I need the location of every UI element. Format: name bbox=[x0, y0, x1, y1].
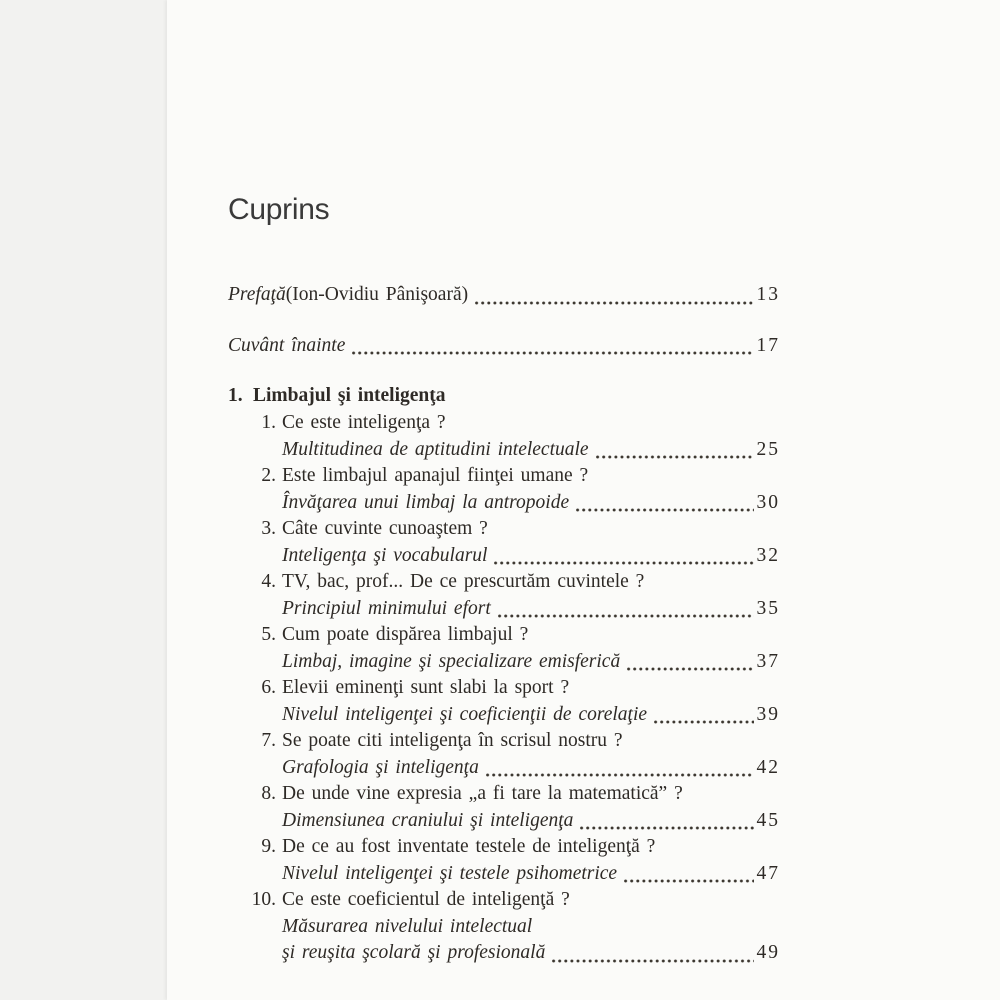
entry-subtitle: Grafologia şi inteligenţa bbox=[282, 756, 479, 778]
entry-number: 3. bbox=[261, 518, 276, 539]
page-number: 49 bbox=[756, 942, 780, 963]
entry-number: 10. bbox=[251, 889, 276, 910]
entry-number: 7. bbox=[261, 730, 276, 751]
page-number: 13 bbox=[756, 284, 780, 305]
entry-subtitle-continued: şi reuşita şcolară şi profesională bbox=[282, 942, 546, 963]
page-number: 45 bbox=[756, 809, 780, 831]
entry-question: De ce au fost inventate testele de inteligenţă ? bbox=[282, 836, 656, 857]
entry-number: 1. bbox=[261, 412, 276, 433]
dot-leader bbox=[475, 301, 753, 305]
page-number: 47 bbox=[756, 862, 780, 884]
dot-leader bbox=[580, 826, 753, 830]
dot-leader bbox=[498, 614, 754, 618]
entry-number: 2. bbox=[261, 465, 276, 486]
entry-question: Elevii eminenţi sunt slabi la sport ? bbox=[282, 677, 570, 698]
page-number: 39 bbox=[756, 703, 780, 725]
dot-leader bbox=[486, 773, 754, 777]
toc-entry bbox=[228, 834, 778, 887]
dot-leader bbox=[627, 667, 753, 671]
entry-number: 6. bbox=[261, 677, 276, 698]
toc-entry bbox=[228, 887, 778, 967]
page-number: 30 bbox=[756, 491, 780, 513]
chapter-title: Limbajul şi inteligenţa bbox=[253, 385, 446, 406]
entry-question: Ce este coeficientul de inteligenţă ? bbox=[282, 889, 570, 910]
dot-leader bbox=[352, 351, 753, 355]
toc-entry bbox=[228, 569, 778, 622]
toc-entry bbox=[228, 781, 778, 834]
chapter-number: 1. bbox=[228, 385, 243, 406]
dot-leader bbox=[596, 455, 754, 459]
entry-subtitle: Dimensiunea craniului şi inteligenţa bbox=[282, 809, 574, 831]
entry-question: Este limbajul apanajul fiinţei umane ? bbox=[282, 465, 589, 486]
entry-question: Câte cuvinte cunoaştem ? bbox=[282, 518, 488, 539]
dot-leader bbox=[576, 508, 753, 512]
dot-leader bbox=[654, 720, 753, 724]
toc-entry bbox=[228, 622, 778, 675]
page-number: 25 bbox=[756, 438, 780, 460]
entry-number: 5. bbox=[261, 624, 276, 645]
toc-entry bbox=[228, 675, 778, 728]
entry-subtitle: Principiul minimului efort bbox=[282, 597, 491, 619]
entry-question: De unde vine expresia „a fi tare la matematică” ? bbox=[282, 783, 683, 804]
toc-entry bbox=[228, 463, 778, 516]
front-item-title-roman: (Ion-Ovidiu Pânişoară) bbox=[285, 284, 469, 305]
entry-number: 8. bbox=[261, 783, 276, 804]
entry-subtitle: Nivelul inteligenţei şi testele psihometrice bbox=[282, 862, 618, 884]
entry-question: TV, bac, prof... De ce prescurtăm cuvintele ? bbox=[282, 571, 645, 592]
entry-subtitle: Nivelul inteligenţei şi coeficienţii de corelaţie bbox=[282, 703, 648, 725]
entry-subtitle: Limbaj, imagine şi specializare emisferică bbox=[282, 650, 621, 672]
front-matter bbox=[228, 282, 778, 359]
dot-leader bbox=[552, 959, 753, 963]
front-item-title-italic: Prefaţă bbox=[228, 284, 286, 305]
page-number: 17 bbox=[756, 334, 780, 356]
toc-entry bbox=[228, 516, 778, 569]
entry-subtitle: Inteligenţa şi vocabularul bbox=[282, 544, 488, 566]
toc-content bbox=[228, 195, 778, 967]
chapter-heading bbox=[228, 383, 778, 410]
toc-entry bbox=[228, 410, 778, 463]
toc-entry bbox=[228, 728, 778, 781]
toc-entries bbox=[228, 410, 778, 967]
entry-subtitle: Multitudinea de aptitudini intelectuale bbox=[282, 438, 589, 460]
dot-leader bbox=[494, 561, 753, 565]
page-title: Cuprins bbox=[228, 193, 330, 226]
entry-question: Ce este inteligenţa ? bbox=[282, 412, 446, 433]
front-item-title-italic: Cuvânt înainte bbox=[228, 334, 346, 356]
entry-subtitle: Învăţarea unui limbaj la antropoide bbox=[282, 491, 570, 513]
toc-front-item bbox=[228, 333, 778, 360]
toc-front-item bbox=[228, 282, 778, 309]
dot-leader bbox=[624, 879, 753, 883]
entry-subtitle: Măsurarea nivelului intelectual bbox=[282, 915, 533, 937]
page-number: 32 bbox=[756, 544, 780, 566]
entry-question: Cum poate dispărea limbajul ? bbox=[282, 624, 529, 645]
page-number: 37 bbox=[756, 650, 780, 672]
page-number: 35 bbox=[756, 597, 780, 619]
page-number: 42 bbox=[756, 756, 780, 778]
entry-number: 9. bbox=[261, 836, 276, 857]
entry-question: Se poate citi inteligenţa în scrisul nostru ? bbox=[282, 730, 623, 751]
entry-number: 4. bbox=[261, 571, 276, 592]
